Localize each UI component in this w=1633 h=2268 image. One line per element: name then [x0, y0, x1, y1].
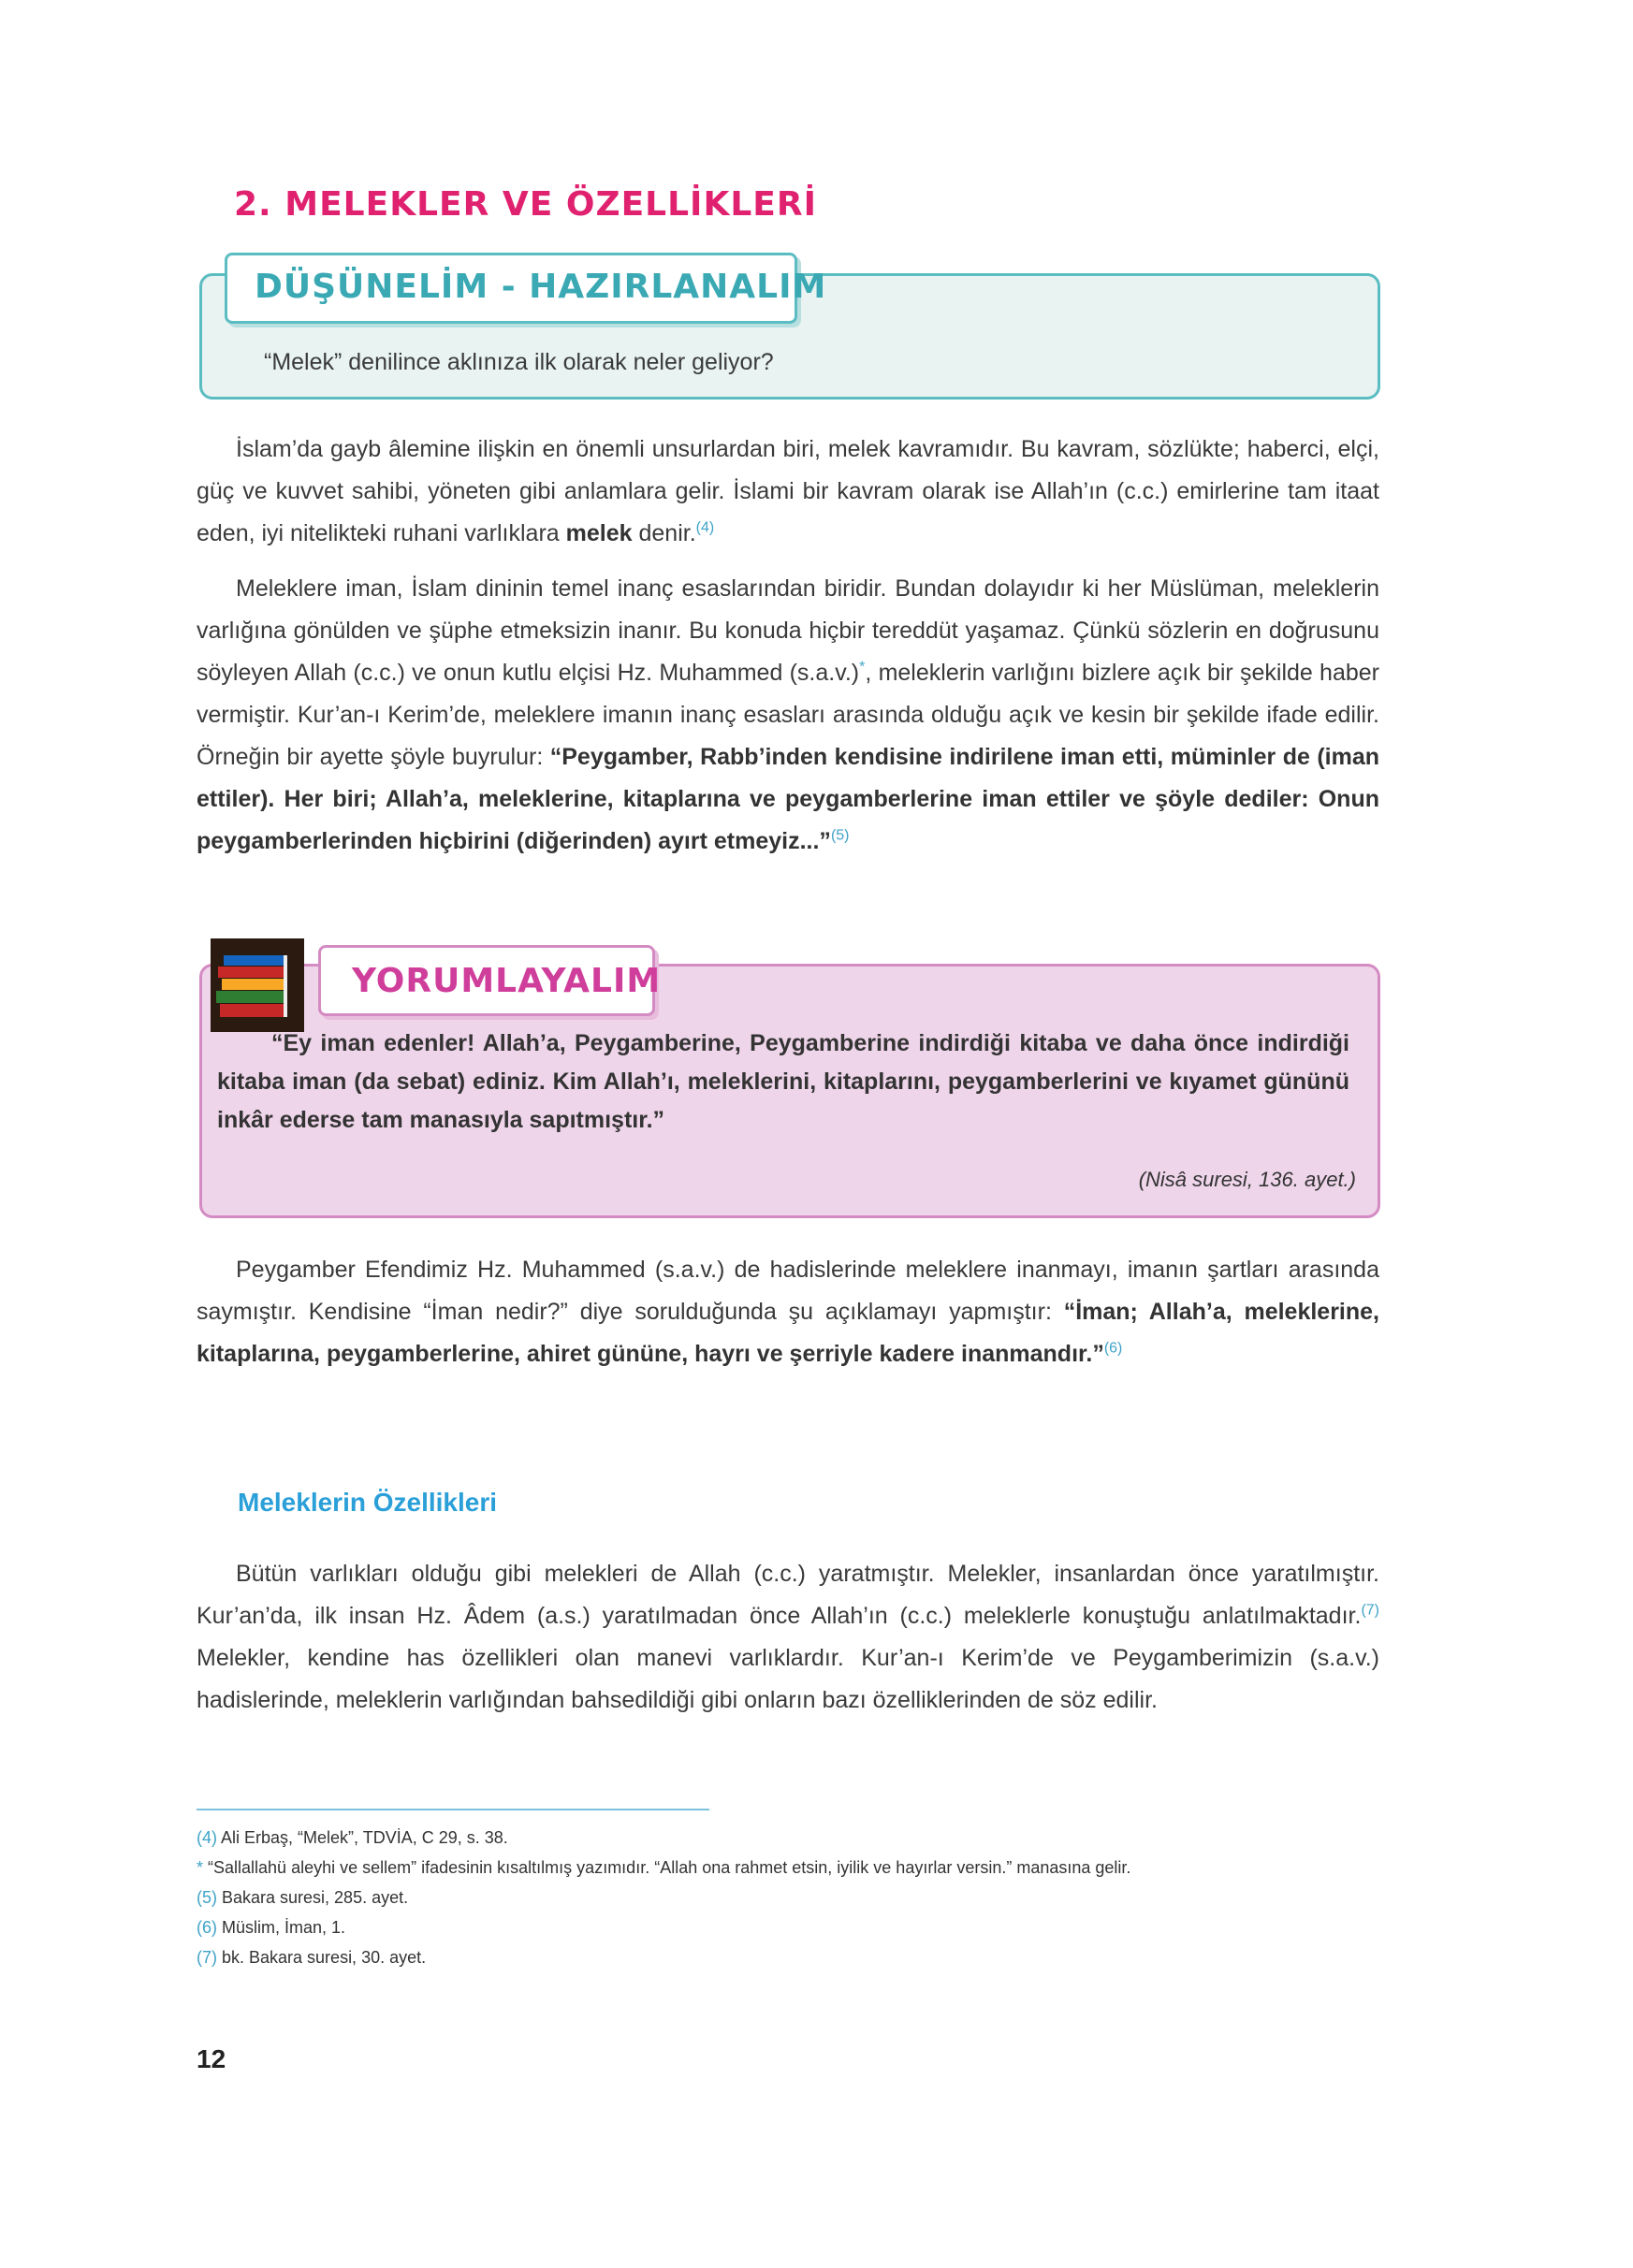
- footnote-text: “Sallallahü aleyhi ve sellem” ifadesinin kısaltılmış yazımıdır. “Allah ona rahmet etsin, iyilik ve hayırlar versin.” manasına gelir.: [203, 1858, 1131, 1877]
- paragraph-3-text: Peygamber Efendimiz Hz. Muhammed (s.a.v.) de hadislerinde meleklere inanmayı, imanın şartları arasında saymıştır. Kendisine “İman nedir?” diye sorulduğunda şu açıklamayı yapmıştır:: [197, 1257, 1379, 1325]
- paragraph-2-verse: “Peygamber, Rabb’inden kendisine indirilene iman etti, müminler de (iman ettiler). Her biri; Allah’a, meleklerine, kitaplarına ve peygamberlerine iman ettiler ve şöyle dediler: Onun peygamberlerinden hiçbirini (diğerinden) ayırt etmeyiz...”: [197, 744, 1379, 854]
- paragraph-hadith: [197, 1249, 1379, 1375]
- paragraph-4-text-b: Melekler, kendine has özellikleri olan manevi varlıklardır. Kur’an-ı Kerim’de ve Peygamberimizin (s.a.v.) hadislerinde, meleklerin varlığından bahsedildiği gibi onların bazı özelliklerinden de söz edilir.: [197, 1645, 1379, 1713]
- footnote-num: (4): [197, 1828, 217, 1847]
- footnote-text: Bakara suresi, 285. ayet.: [217, 1888, 409, 1907]
- footnote-ref-star[interactable]: *: [859, 659, 866, 676]
- footnote-ref-5[interactable]: (5): [830, 827, 850, 844]
- paragraph-2-text-b: , meleklerin varlığını bizlere açık bir şekilde haber vermiştir. Kur’an-ı Kerim’de, meleklere imanın inanç esasları arasında olduğu açık ve kesin bir şekilde ifade edilir. Örneğin bir ayette şöyle buyrulur:: [197, 660, 1379, 770]
- think-prepare-title: DÜŞÜNELİM - HAZIRLANALIM: [255, 268, 827, 306]
- footnote-ref-4[interactable]: (4): [695, 519, 715, 536]
- paragraph-1-tail: denir.: [632, 520, 696, 546]
- footnote-item: [197, 1853, 1379, 1883]
- footnote-text: Ali Erbaş, “Melek”, TDVİA, C 29, s. 38.: [217, 1828, 508, 1847]
- footnote-num: (5): [197, 1888, 217, 1907]
- footnote-item: [197, 1942, 1379, 1972]
- footnote-ref-7[interactable]: (7): [1361, 1602, 1379, 1619]
- paragraph-iman: [197, 568, 1379, 863]
- paragraph-1-bold: melek: [565, 520, 633, 546]
- books-icon: [211, 938, 304, 1032]
- footnote-text: Müslim, İman, 1.: [217, 1918, 346, 1937]
- section-title: 2. MELEKLER VE ÖZELLİKLERİ: [234, 185, 817, 224]
- footnote-num: (6): [197, 1918, 217, 1937]
- paragraph-melek-definition: [197, 429, 1379, 555]
- interpret-quote: “Ey iman edenler! Allah’a, Peygamberine, Peygamberine indirdiği kitaba ve daha önce indirdiği kitaba iman (da sebat) ediniz. Kim Allah’ı, meleklerini, kitaplarını, peygamberlerini ve kıyamet gününü inkâr ederse tam manasıyla sapıtmıştır.”: [217, 1030, 1349, 1133]
- page-number: 12: [197, 2044, 226, 2073]
- footnote-item: [197, 1883, 1379, 1912]
- subheading-features: Meleklerin Özellikleri: [238, 1488, 498, 1517]
- footnote-num: *: [197, 1858, 204, 1877]
- paragraph-features: [197, 1553, 1379, 1722]
- footnote-item: [197, 1912, 1379, 1942]
- paragraph-1-text: İslam’da gayb âlemine ilişkin en önemli unsurlardan biri, melek kavramıdır. Bu kavram, sözlükte; haberci, elçi, güç ve kuvvet sahibi, yöneten gibi anlamlara gelir. İslami bir kavram olarak ise Allah’ın (c.c.) emirlerine tam itaat eden, iyi nitelikteki ruhani varlıklara: [197, 436, 1379, 546]
- paragraph-2-text-a: Meleklere iman, İslam dininin temel inanç esaslarından biridir. Bundan dolayıdır ki her Müslüman, meleklerin varlığına gönülden ve şüphe etmeksizin inanır. Bu konuda hiçbir tereddüt yaşamaz. Çünkü sözlerin en doğrusunu söyleyen Allah (c.c.) ve onun kutlu elçisi Hz. Muhammed (s.a.v.): [197, 575, 1379, 686]
- think-prepare-question: “Melek” denilince aklınıza ilk olarak neler geliyor?: [264, 349, 774, 375]
- footnote-divider: [197, 1809, 709, 1810]
- interpret-title: YORUMLAYALIM: [352, 962, 662, 1000]
- paragraph-3-bold: “İman; Allah’a, meleklerine, kitaplarına, peygamberlerine, ahiret gününe, hayrı ve şerriyle kadere inanmandır.”: [197, 1299, 1379, 1367]
- footnote-num: (7): [197, 1948, 217, 1967]
- footnote-item: [197, 1823, 1379, 1853]
- paragraph-4-text-a: Bütün varlıkları olduğu gibi melekleri de Allah (c.c.) yaratmıştır. Melekler, insanlardan önce yaratılmıştır. Kur’an’da, ilk insan Hz. Âdem (a.s.) yaratılmadan önce Allah’ın (c.c.) meleklerle konuştuğu anlatılmaktadır.: [197, 1561, 1379, 1629]
- footnotes: [197, 1823, 1379, 1972]
- footnote-ref-6[interactable]: (6): [1103, 1340, 1123, 1357]
- footnote-text: bk. Bakara suresi, 30. ayet.: [217, 1948, 427, 1967]
- interpret-source: (Nisâ suresi, 136. ayet.): [1138, 1168, 1356, 1191]
